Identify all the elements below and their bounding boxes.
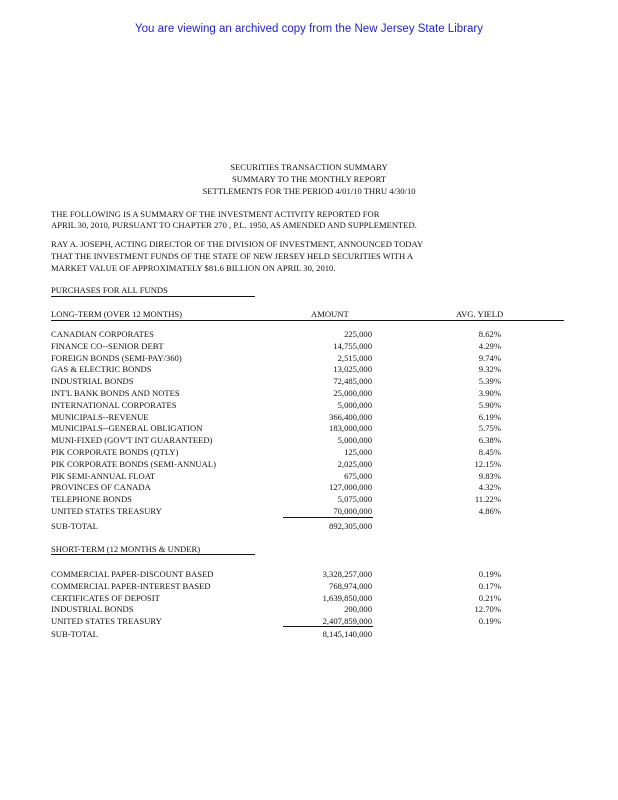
table-row [0, 341, 618, 352]
security-type: PIK CORPORATE BONDS (QTLY) [51, 447, 179, 457]
security-type: INDUSTRIAL BONDS [51, 376, 134, 387]
amount-value: 25,000,000 [333, 388, 372, 398]
report-period: SETTLEMENTS FOR THE PERIOD 4/01/10 THRU 4/30/10 [202, 186, 416, 196]
amount-value: 5,075,000 [337, 494, 372, 505]
table-row [0, 471, 618, 482]
amount-value: 5,000,000 [337, 399, 372, 410]
security-type: PIK SEMI-ANNUAL FLOAT [51, 470, 156, 481]
short-term-subtotal-rule [283, 626, 373, 627]
security-type: INDUSTRIAL BONDS [51, 604, 134, 615]
purchases-heading: PURCHASES FOR ALL FUNDS [51, 285, 168, 295]
yield-value: 0.19% [478, 569, 501, 579]
short-term-underline [51, 554, 255, 555]
table-row [0, 447, 618, 458]
yield-value: 8.62% [478, 329, 501, 339]
yield-value: 4.32% [478, 482, 501, 493]
yield-value: 0.21% [478, 592, 501, 603]
amount-value: 5,000,000 [337, 435, 372, 446]
announcement-line: MARKET VALUE OF APPROXIMATELY $81.6 BILLION ON APRIL 30, 2010. [51, 263, 336, 273]
yield-value: 12.70% [474, 604, 501, 615]
long-term-subtotal-row [0, 521, 618, 532]
table-row [0, 423, 618, 434]
short-term-heading: SHORT-TERM (12 MONTHS & UNDER) [51, 544, 201, 554]
security-type: TELEPHONE BONDS [51, 494, 132, 505]
amount-value: 200,000 [344, 604, 372, 615]
table-row [0, 412, 618, 423]
table-row [0, 506, 618, 517]
table-row [0, 435, 618, 446]
amount-value: 225,000 [344, 329, 372, 339]
announcement-line: THAT THE INVESTMENT FUNDS OF THE STATE OF NEW JERSEY HELD SECURITIES WITH A [51, 251, 414, 261]
table-row [0, 364, 618, 375]
table-row [0, 593, 618, 604]
security-type: UNITED STATES TREASURY [51, 506, 162, 516]
yield-value: 0.17% [478, 580, 501, 591]
report-subtitle: SUMMARY TO THE MONTHLY REPORT [231, 174, 387, 184]
amount-value: 72,485,000 [333, 376, 372, 387]
table-row [0, 376, 618, 387]
amount-value: 127,000,000 [329, 482, 372, 493]
table-row [0, 581, 618, 592]
subtotal-label: SUB-TOTAL [51, 629, 98, 639]
amount-value: 14,755,000 [333, 340, 372, 351]
yield-header: AVG. YIELD [456, 309, 504, 319]
yield-value: 3.90% [478, 388, 501, 398]
subtotal-amount: 892,305,000 [329, 521, 372, 531]
archive-banner: You are viewing an archived copy from the New Jersey State Library [135, 23, 483, 35]
security-type: GAS & ELECTRIC BONDS [51, 364, 152, 375]
subtotal-label: SUB-TOTAL [51, 521, 98, 531]
amount-value: 3,328,257,000 [322, 569, 372, 579]
amount-value: 2,515,000 [337, 352, 372, 363]
yield-value: 6.19% [478, 411, 501, 422]
amount-value: 183,000,000 [329, 423, 372, 434]
yield-value: 5.39% [478, 376, 501, 387]
table-row [0, 329, 618, 340]
amount-header: AMOUNT [311, 309, 349, 319]
security-type: COMMERCIAL PAPER-DISCOUNT BASED [51, 569, 214, 579]
table-row [0, 569, 618, 580]
yield-value: 12.15% [474, 458, 501, 469]
security-type: CERTIFICATES OF DEPOSIT [51, 592, 160, 603]
amount-value: 125,000 [344, 447, 372, 457]
security-type: PROVINCES OF CANADA [51, 482, 151, 493]
yield-value: 4.86% [478, 506, 501, 516]
report-title: SECURITIES TRANSACTION SUMMARY [230, 162, 388, 172]
table-row [0, 459, 618, 470]
table-row [0, 353, 618, 364]
table-row [0, 604, 618, 615]
yield-value: 0.19% [478, 616, 501, 627]
table-row [0, 494, 618, 505]
table-row [0, 388, 618, 399]
long-term-header-rule [51, 320, 564, 321]
amount-value: 1,639,850,000 [322, 592, 372, 603]
security-type: CANADIAN CORPORATES [51, 329, 154, 339]
table-row [0, 482, 618, 493]
purchases-underline [51, 296, 255, 297]
security-type: PIK CORPORATE BONDS (SEMI-ANNUAL) [51, 458, 216, 469]
table-row [0, 400, 618, 411]
amount-value: 675,000 [344, 470, 372, 481]
short-term-subtotal-row [0, 629, 618, 640]
amount-value: 366,400,000 [329, 411, 372, 422]
amount-value: 13,025,000 [333, 364, 372, 375]
amount-value: 768,974,000 [329, 580, 372, 591]
security-type: MUNI-FIXED (GOV'T INT GUARANTEED) [51, 435, 213, 446]
yield-value: 8.45% [478, 447, 501, 457]
amount-value: 70,000,000 [333, 506, 372, 516]
subtotal-amount: 8,145,140,000 [322, 629, 372, 639]
yield-value: 4.29% [478, 340, 501, 351]
yield-value: 5.90% [478, 399, 501, 410]
yield-value: 11.22% [474, 494, 501, 505]
intro-line: THE FOLLOWING IS A SUMMARY OF THE INVESTMENT ACTIVITY REPORTED FOR [51, 209, 380, 219]
long-term-subtotal-rule [283, 517, 373, 518]
yield-value: 5.75% [478, 423, 501, 434]
security-type: COMMERCIAL PAPER-INTEREST BASED [51, 580, 211, 591]
intro-line: APRIL 30, 2010, PURSUANT TO CHAPTER 270 , P.L. 1950, AS AMENDED AND SUPPLEMENTED. [51, 220, 417, 230]
yield-value: 9.32% [478, 364, 501, 375]
security-type: FOREIGN BONDS (SEMI-PAY/360) [51, 352, 182, 363]
long-term-heading: LONG-TERM (OVER 12 MONTHS) [51, 309, 183, 319]
security-type: MUNICIPALS--GENERAL OBLIGATION [51, 423, 203, 434]
announcement-line: RAY A. JOSEPH, ACTING DIRECTOR OF THE DIVISION OF INVESTMENT, ANNOUNCED TODAY [51, 239, 424, 249]
amount-value: 2,407,859,000 [322, 616, 372, 627]
security-type: INT'L BANK BONDS AND NOTES [51, 388, 180, 398]
security-type: INTERNATIONAL CORPORATES [51, 399, 177, 410]
amount-value: 2,025,000 [337, 458, 372, 469]
security-type: UNITED STATES TREASURY [51, 616, 162, 627]
yield-value: 9.83% [478, 470, 501, 481]
security-type: MUNICIPALS--REVENUE [51, 411, 149, 422]
security-type: FINANCE CO--SENIOR DEBT [51, 340, 164, 351]
yield-value: 6.38% [478, 435, 501, 446]
yield-value: 9.74% [478, 352, 501, 363]
